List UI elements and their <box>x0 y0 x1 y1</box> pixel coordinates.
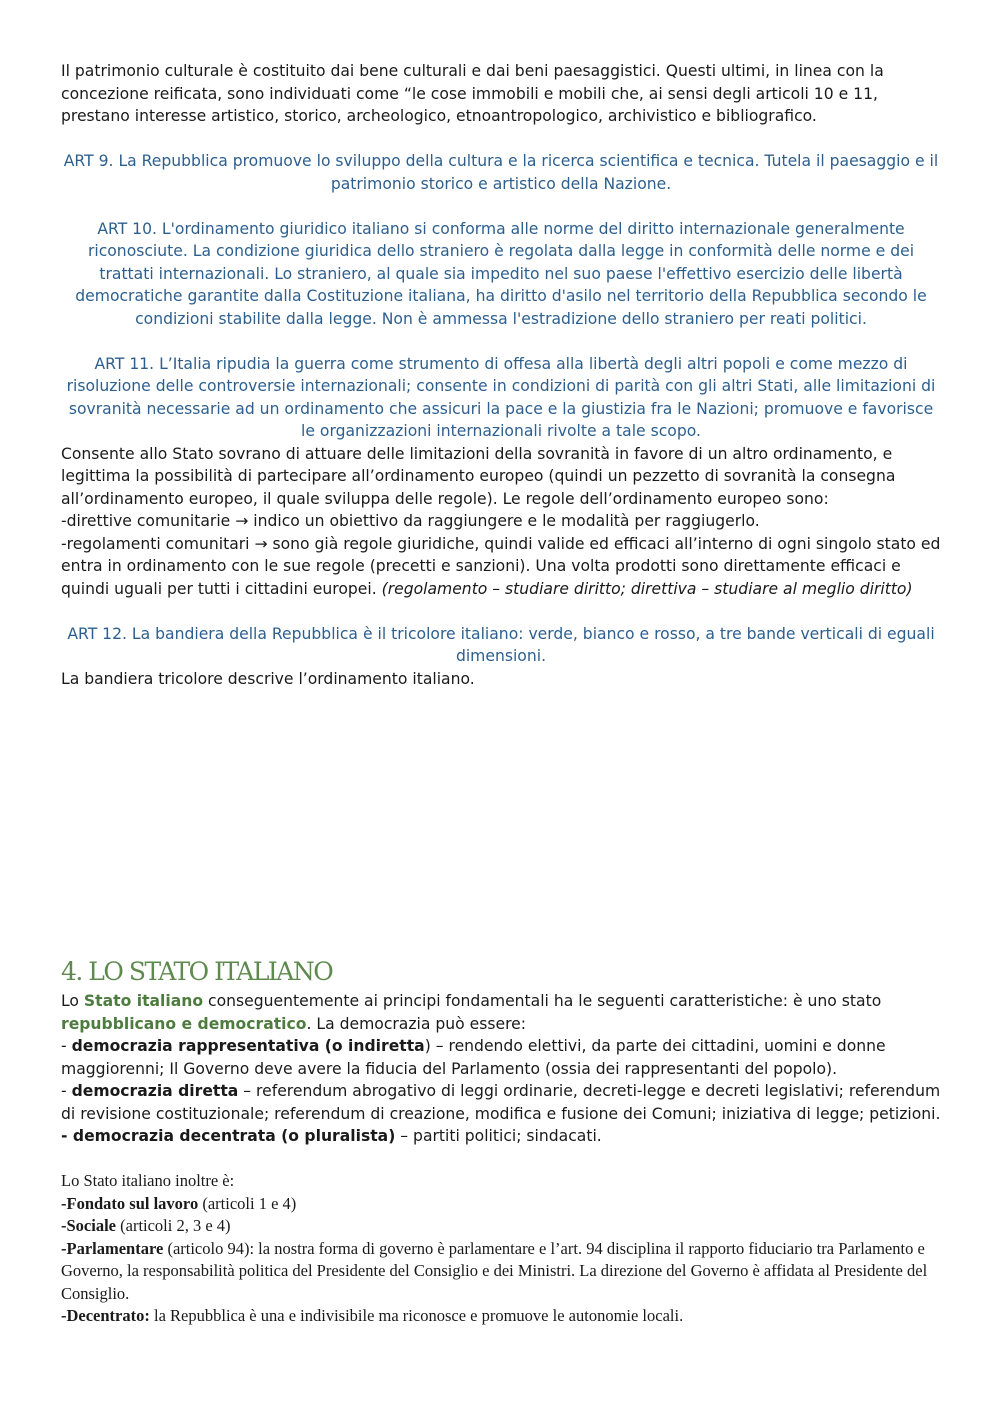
sociale-item <box>61 1215 941 1238</box>
section-heading: 4. LO STATO ITALIANO <box>61 957 333 986</box>
term: -Parlamentare <box>61 1238 164 1258</box>
text: – partiti politici; sindacati. <box>395 1127 602 1145</box>
term: democrazia rappresentativa (o indiretta <box>71 1037 425 1055</box>
term: -Fondato sul lavoro <box>61 1193 199 1213</box>
term: democrazia diretta <box>71 1082 239 1100</box>
direttive-item: -direttive comunitarie → indico un obiettivo da raggiungere e le modalità per raggiugerlo. <box>61 512 760 530</box>
bandiera-paragraph: La bandiera tricolore descrive l’ordinamento italiano. <box>61 669 475 688</box>
repubblicano-term: repubblicano e democratico <box>61 1014 307 1033</box>
text: (articoli 2, 3 e 4) <box>116 1216 231 1235</box>
text: – referendum abrogativo di leggi ordinarie, decreti-legge e decreti legislativi; referendum di revisione costituzionale; referendum di creazione, modifica e fusione dei Comuni; iniziativa di legge; petizioni. <box>61 1082 941 1123</box>
inoltre-line: Lo Stato italiano inoltre è: <box>61 1171 235 1190</box>
text: (articolo 94): la nostra forma di governo è parlamentare e l’art. 94 disciplina il rapporto fiduciario tra Parlamento e Governo, la responsabilità politica del Presidente del Consiglio e dei Ministri. La direzione del Governo è affidata al Presidente del Consiglio. <box>61 1238 928 1303</box>
intro-paragraph: Il patrimonio culturale è costituito dai bene culturali e dai beni paesaggistici. Questi ultimi, in linea con la concezione reificata, sono individuati come “le cose immobili e mobili che, ai sensi degli articoli 10 e 11, prestano interesse artistico, storico, archeologico, etnoantropologico, archivistico e bibliografico. <box>61 62 884 125</box>
page-body <box>61 60 941 690</box>
regolamenti-item <box>61 533 941 601</box>
article-9: ART 9. La Repubblica promuove lo sviluppo della cultura e la ricerca scientifica e tecnica. Tutela il paesaggio e il patrimonio storico e artistico della Nazione. <box>63 152 939 193</box>
stato-intro <box>61 990 941 1035</box>
democrazia-decentrata <box>61 1125 941 1148</box>
democrazia-rappresentativa <box>61 1035 941 1080</box>
text: (articoli 1 e 4) <box>198 1193 297 1213</box>
characteristics-list <box>61 1170 941 1328</box>
stato-italiano-term: Stato italiano <box>83 992 204 1010</box>
term: -Decentrato: <box>61 1306 150 1325</box>
regolamenti-text: -regolamenti comunitari → sono già regole giuridiche, quindi valide ed efficaci all’interno di ogni singolo stato ed entra in ordinamento con le sue regole (precetti e sanzioni). Una volta prodotti sono direttamente efficaci e quindi uguali per tutti i cittadini europei. <box>61 534 941 598</box>
text: Lo <box>61 992 84 1010</box>
text: conseguentemente ai principi fondamentali ha le seguenti caratteristiche: è uno stato <box>203 992 882 1010</box>
regolamenti-note: (regolamento – studiare diritto; direttiva – studiare al meglio diritto) <box>381 579 913 598</box>
section-stato-italiano <box>61 990 941 1328</box>
term: - democrazia decentrata (o pluralista) <box>61 1127 396 1145</box>
fondato-item <box>61 1193 941 1216</box>
decentrato-item <box>61 1305 941 1328</box>
article-10: ART 10. L'ordinamento giuridico italiano si conforma alle norme del diritto internazionale generalmente riconosciute. La condizione giuridica dello straniero è regolata dalla legge in conformità delle norme e dei trattati internazionali. Lo straniero, al quale sia impedito nel suo paese l'effettivo esercizio delle libertà democratiche garantite dalla Costituzione italiana, ha diritto d'asilo nel territorio della Repubblica secondo le condizioni stabilite dalla legge. Non è ammessa l'estradizione dello straniero per reati politici. <box>75 219 927 328</box>
text: ) – rendendo elettivi, da parte dei cittadini, uomini e donne maggiorenni; Il Governo deve avere la fiducia del Parlamento (ossia dei rappresentanti del popolo). <box>61 1037 886 1078</box>
text: - <box>61 1082 72 1100</box>
consente-paragraph: Consente allo Stato sovrano di attuare delle limitazioni della sovranità in favore di un altro ordinamento, e legittima la possibilità di partecipare all’ordinamento europeo (quindi un pezzetto di sovranità la consegna all’ordinamento europeo, il quale sviluppa delle regole). Le regole dell’ordinamento europeo sono: <box>61 444 896 508</box>
article-11: ART 11. L’Italia ripudia la guerra come strumento di offesa alla libertà degli altri popoli e come mezzo di risoluzione delle controversie internazionali; consente in condizioni di parità con gli altri Stati, alle limitazioni di sovranità necessarie ad un ordinamento che assicuri la pace e la giustizia fra le Nazioni; promuove e favorisce le organizzazioni internazionali rivolte a tale scopo. <box>66 354 936 440</box>
text: la Repubblica è una e indivisibile ma riconosce e promuove le autonomie locali. <box>149 1306 684 1325</box>
text: - <box>61 1037 72 1055</box>
text: . La democrazia può essere: <box>306 1014 527 1033</box>
democrazia-diretta <box>61 1080 941 1125</box>
term: -Sociale <box>61 1216 116 1235</box>
parlamentare-item <box>61 1238 941 1306</box>
article-12: ART 12. La bandiera della Repubblica è il tricolore italiano: verde, bianco e rosso, a tre bande verticali di eguali dimensioni. <box>67 624 935 665</box>
